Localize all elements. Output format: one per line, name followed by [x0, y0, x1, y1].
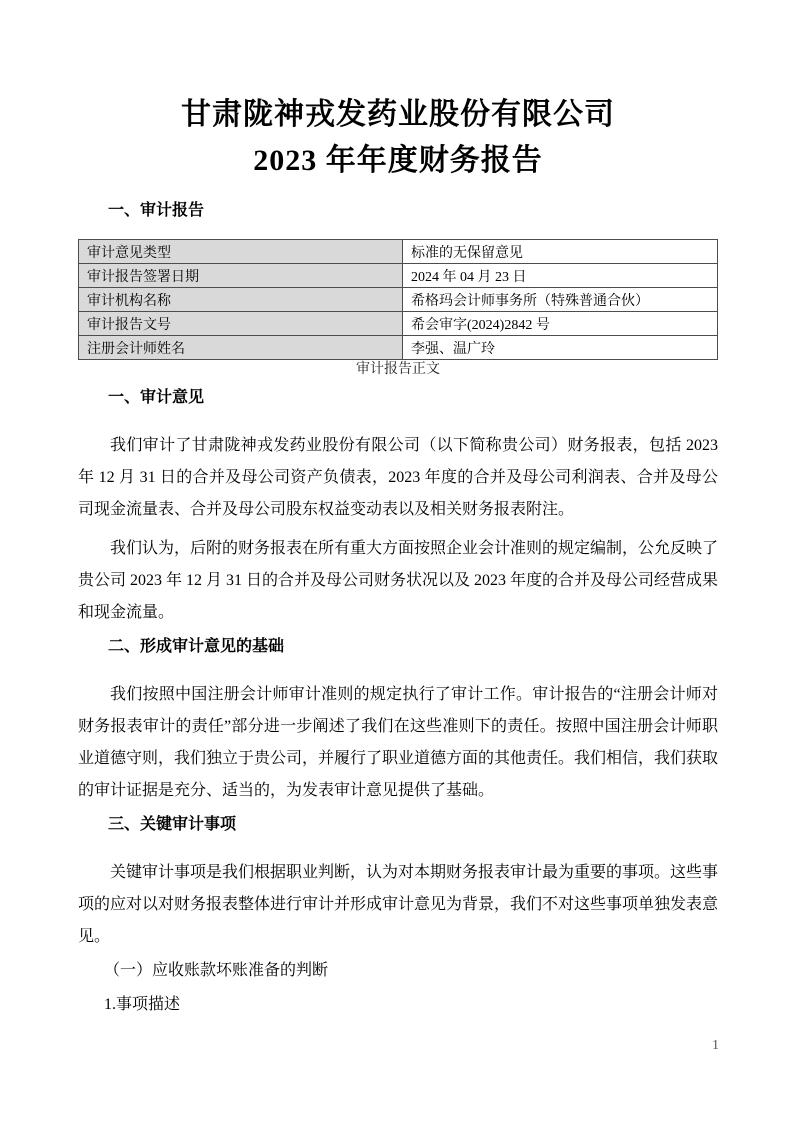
table-row	[79, 312, 718, 336]
table-row-value: 希格玛会计师事务所（特殊普通合伙）	[403, 288, 718, 312]
audit-summary-table	[78, 239, 718, 360]
paragraph: 我们认为，后附的财务报表在所有重大方面按照企业会计准则的规定编制，公允反映了贵公司 2023 年 12 月 31 日的合并及母公司财务状况以及 2023 年度的合并及母公司经营成果和现金流量。	[78, 540, 719, 621]
table-row-value: 2024 年 04 月 23 日	[403, 264, 718, 288]
company-title: 甘肃陇神戎发药业股份有限公司	[181, 98, 615, 131]
paragraph: 关键审计事项是我们根据职业判断，认为对本期财务报表审计最为重要的事项。这些事项的应对以对财务报表整体进行审计并形成审计意见为背景，我们不对这些事项单独发表意见。	[78, 864, 719, 945]
table-row	[79, 288, 718, 312]
section-heading: 二、形成审计意见的基础	[108, 638, 285, 655]
table-row-label: 注册会计师姓名	[79, 336, 403, 360]
table-row	[79, 240, 718, 264]
sub-item: 1.事项描述	[104, 996, 181, 1013]
report-body	[78, 387, 718, 1021]
table-caption: 审计报告正文	[356, 362, 440, 377]
table-row	[79, 336, 718, 360]
table-row-value: 标准的无保留意见	[403, 240, 718, 264]
table-row	[79, 264, 718, 288]
table-row-label: 审计报告签署日期	[79, 264, 403, 288]
report-title: 2023 年年度财务报告	[253, 144, 543, 177]
paragraph: 我们按照中国注册会计师审计准则的规定执行了审计工作。审计报告的“注册会计师对财务报表审计的责任”部分进一步阐述了我们在这些准则下的责任。按照中国注册会计师职业道德守则，我们独立于贵公司，并履行了职业道德方面的其他责任。我们相信，我们获取的审计证据是充分、适当的，为发表审计意见提供了基础。	[78, 686, 719, 799]
table-row-label: 审计报告文号	[79, 312, 403, 336]
table-row-label: 审计意见类型	[79, 240, 403, 264]
page-number: 1	[712, 1038, 719, 1053]
sub-item: （一）应收账款坏账准备的判断	[104, 962, 329, 979]
table-row-label: 审计机构名称	[79, 288, 403, 312]
audit-summary-table-body	[79, 240, 718, 360]
table-row-value: 李强、温广玲	[403, 336, 718, 360]
section-heading: 一、审计意见	[108, 389, 205, 406]
audit-report-section-heading: 一、审计报告	[108, 202, 205, 219]
table-row-value: 希会审字(2024)2842 号	[403, 312, 718, 336]
paragraph: 我们审计了甘肃陇神戎发药业股份有限公司（以下简称贵公司）财务报表，包括 2023 年 12 月 31 日的合并及母公司资产负债表，2023 年度的合并及母公司利润表、合并及母公司现金流量表、合并及母公司股东权益变动表以及相关财务报表附注。	[78, 437, 718, 518]
section-heading: 三、关键审计事项	[108, 816, 237, 833]
